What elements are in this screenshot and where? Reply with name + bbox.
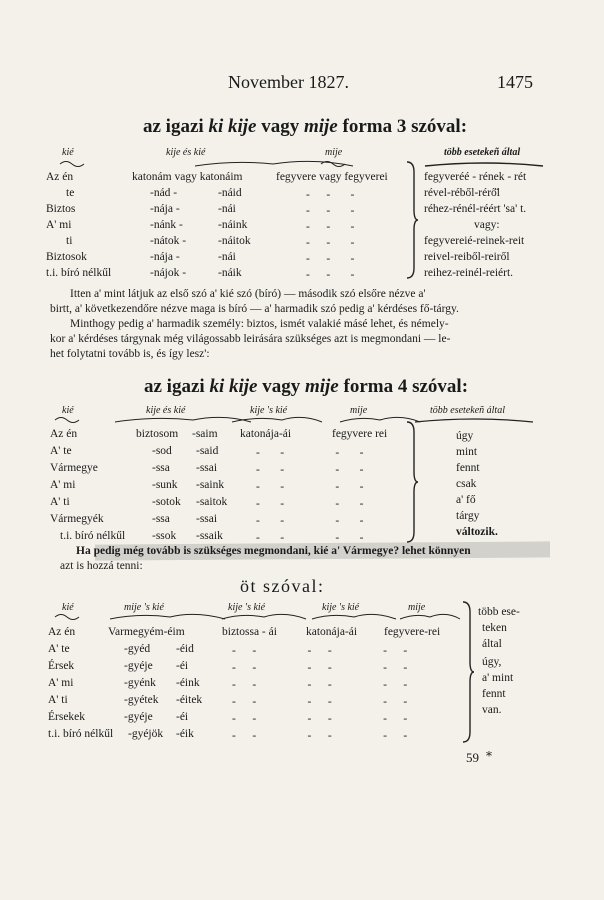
row-label: A' ti: [50, 496, 70, 508]
side-note: tárgy: [456, 510, 480, 522]
row-cell: -nájok -: [150, 267, 187, 279]
para-line: kor a' kérdéses tárgynak még világossabb leirására szükséges azt is megmondani — le-: [50, 333, 451, 345]
signature-number: 59: [466, 750, 479, 765]
header-braces: [50, 414, 560, 426]
side-note: reivel-reiből-reiről: [424, 251, 510, 263]
side-note: mint: [456, 446, 478, 458]
para-line: Ha pedig még tovább is szükséges megmondani, kié a' Vármegye? lehet könnyen: [76, 545, 471, 557]
row-label: Biztos: [46, 203, 76, 215]
row-label: A' mi: [50, 479, 76, 491]
row-cell: -éitek: [176, 694, 203, 706]
ditto-dashes: - - - - - - - - - - - - - - - - - -: [306, 189, 356, 281]
ditto-dashes: - - - - - - - - - - - - - - - - - - - - - - - - - - - - - - - - - - - -: [232, 645, 409, 742]
row-label: t.i. bíró nélkűl: [60, 530, 126, 542]
row-cell: -sotok: [152, 496, 181, 508]
row-cell: -ssa: [152, 462, 170, 474]
col-head-tobb: több esetekeñ által: [430, 405, 505, 416]
row-label: Az én: [50, 428, 78, 440]
section2-title: az igazi ki kije vagy mije forma 4 szóval:: [144, 376, 469, 397]
row-cell: -gyéje: [124, 711, 153, 723]
row-label: Az én: [46, 171, 74, 183]
row-label: A' te: [50, 445, 72, 457]
row-label: A' te: [48, 643, 70, 655]
para-line: birtt, a' következendőre nézve maga is bíró — a' harmadik szó pedig a' kérdéses fő-tárgy.: [50, 303, 459, 315]
row-label: A' ti: [48, 694, 68, 706]
row-cell: -náid: [218, 187, 242, 199]
row-cell: -gyéje: [124, 660, 153, 672]
row-cell: katonája-ái: [306, 626, 358, 638]
row-cell: -gyéjök: [128, 728, 164, 740]
row-cell: Varmegyém-éim: [108, 626, 185, 638]
row-label: t.i. bíró nélkűl: [46, 267, 112, 279]
para-line: Minthogy pedig a' harmadik személy: biztos, ismét valakié másé lehet, és némely-: [70, 318, 449, 330]
col-head-mije-s-kie: mije 's kié: [124, 602, 164, 613]
side-note: több ese-: [478, 606, 520, 618]
row-cell: fegyvere-rei: [384, 626, 441, 638]
row-label: Biztosok: [46, 251, 87, 263]
side-note: vagy:: [474, 219, 500, 231]
para-line: het folytatni tovább is, és így lesz':: [50, 348, 210, 360]
row-label: Az én: [48, 626, 76, 638]
col-head-kije-es-kie: kije és kié: [146, 405, 186, 416]
side-note: úgy,: [482, 656, 502, 668]
side-note: fegyveréé - rének - rét: [424, 171, 527, 183]
row-label: te: [66, 187, 75, 199]
row-cell: -nátok -: [150, 235, 187, 247]
row-cell: -said: [196, 445, 219, 457]
row-cell: -gyéd: [124, 643, 151, 655]
row-label: Vármegye: [50, 462, 98, 474]
col-head-kie: kié: [62, 405, 74, 416]
row-cell: -éi: [176, 660, 189, 672]
row-cell: -nája -: [150, 251, 180, 263]
asterisk-mark: *: [486, 749, 492, 763]
col-head-mije: mije: [408, 602, 426, 613]
row-label: A' mi: [46, 219, 72, 231]
row-cell: -nád -: [150, 187, 178, 199]
row-cell: -sod: [152, 445, 172, 457]
section3-title: öt szóval:: [240, 576, 325, 596]
row-label: ti: [66, 235, 73, 247]
row-cell: -éink: [176, 677, 200, 689]
para-line: Itten a' mint látjuk az első szó a' kié szó (bíró) — második szó elsőre nézve a': [70, 288, 426, 300]
row-cell: -éi: [176, 711, 189, 723]
row-cell: -náik: [218, 267, 242, 279]
row-cell: -nái: [218, 203, 236, 215]
row-cell: biztossa - ái: [222, 626, 277, 638]
side-note: fegyvereié-reinek-reit: [424, 235, 525, 247]
side-note: csak: [456, 478, 477, 490]
side-note: fennt: [456, 462, 480, 474]
row-label: Érsekek: [48, 711, 86, 723]
row-label: Érsek: [48, 660, 75, 672]
row-cell: -gyénk: [124, 677, 156, 689]
running-header: November 1827.: [228, 72, 349, 92]
right-brace: [404, 420, 418, 544]
row-cell: fegyvere vagy fegyverei: [276, 171, 388, 183]
row-cell: -éid: [176, 643, 194, 655]
row-cell: -náink: [218, 219, 248, 231]
row-cell: -gyétek: [124, 694, 159, 706]
col-head-mije: mije: [325, 147, 343, 158]
right-brace: [460, 600, 474, 746]
section1-title: az igazi ki kije vagy mije forma 3 szóval:: [143, 116, 468, 137]
col-head-kije-es-kie: kije és kié: [166, 147, 206, 158]
row-label: t.i. bíró nélkűl: [48, 728, 114, 740]
ditto-dashes: - - - - - - - - - - - - - - - - - - - - - - - -: [256, 447, 365, 544]
side-note: teken: [482, 622, 507, 634]
side-note: úgy: [456, 430, 474, 442]
side-note: által: [482, 638, 502, 650]
right-brace: [404, 160, 418, 280]
row-cell: -éik: [176, 728, 194, 740]
row-label: A' mi: [48, 677, 74, 689]
row-cell: -nái: [218, 251, 236, 263]
row-cell: fegyvere rei: [332, 428, 388, 440]
col-head-kije-s-kie: kije 's kié: [228, 602, 266, 613]
row-cell: -nánk -: [150, 219, 183, 231]
row-cell: -ssai: [196, 513, 218, 525]
col-head-kie: kié: [62, 602, 74, 613]
row-cell: -ssaik: [196, 530, 223, 542]
row-cell: -ssai: [196, 462, 218, 474]
col-head-kije-s-kie: kije 's kié: [250, 405, 288, 416]
row-cell: -ssa: [152, 513, 170, 525]
col-head-mije: mije: [350, 405, 368, 416]
row-cell: biztosom: [136, 428, 179, 440]
page-number: 1475: [497, 72, 533, 92]
side-note: rével-réből-rérő̈l: [424, 187, 500, 199]
side-note: a' fő: [456, 494, 476, 506]
header-braces: [50, 611, 470, 623]
row-cell: -nája -: [150, 203, 180, 215]
side-note: réhez-rénél-réért 'sa' t.: [424, 203, 527, 215]
row-cell: -saim: [192, 428, 218, 440]
row-label: Vármegyék: [50, 513, 104, 525]
col-head-kie: kié: [62, 147, 74, 158]
side-note: fennt: [482, 688, 506, 700]
col-head-tobb: több esetekeñ által: [444, 147, 521, 158]
side-note: a' mint: [482, 672, 514, 684]
row-cell: katonám vagy katonáim: [132, 171, 243, 183]
col-head-kije-s-kie-2: kije 's kié: [322, 602, 360, 613]
header-braces: [55, 158, 555, 170]
side-note: van.: [482, 704, 502, 716]
row-cell: -saink: [196, 479, 225, 491]
para-line: azt is hozzá tenni:: [60, 560, 143, 572]
row-cell: katonája-ái: [240, 428, 292, 440]
row-cell: -sunk: [152, 479, 178, 491]
row-cell: -ssok: [152, 530, 177, 542]
row-cell: -náitok: [218, 235, 251, 247]
row-cell: -saitok: [196, 496, 228, 508]
side-note: reihez-reinél-reiért.: [424, 267, 514, 279]
side-note: változik.: [456, 526, 498, 538]
